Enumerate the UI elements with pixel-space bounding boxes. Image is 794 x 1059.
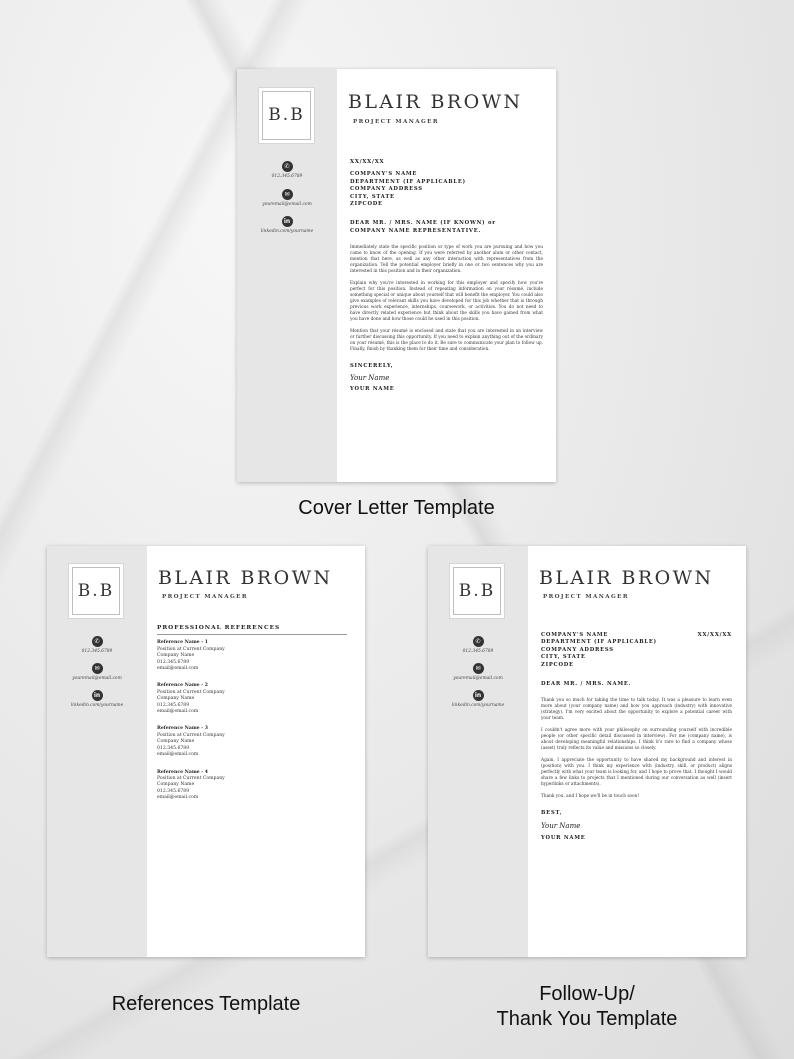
followup-contact-email [428,655,528,681]
cover-your-name: YOUR NAME [350,385,395,392]
cover-content [350,159,543,393]
recipient-line: COMPANY ADDRESS [541,646,614,653]
linkedin-icon: in [92,690,103,701]
followup-monogram [449,563,505,619]
reference-phone: 012.345.6789 [157,659,190,665]
references-candidate-name: BLAIR BROWN [158,567,333,589]
cover-email-text: youremail@email.com [262,202,312,207]
references-email-text: youremail@email.com [72,676,122,681]
followup-phone-text: 012.345.6789 [462,649,494,654]
recipient-line: DEPARTMENT (IF APPLICABLE) [350,178,466,185]
recipient-line: ZIPCODE [350,201,383,208]
cover-paragraph: Explain why you're interested in working for this employer and specify how you're perfect for this position. Instead of repeating information on your résumé, include something special or unique about yourself that will benefit the employer. You could also give examples of relevant skills you have developed for this job whether that is through previous work experience, internships, coursework, or activities. You do not need to have directly related experience but think about the skills you have gained from what you have done and how those could be used in this position. [350,281,543,323]
followup-signature: Your Name [541,821,581,830]
followup-document [428,546,746,957]
references-sidebar [47,546,147,957]
reference-item [157,640,347,672]
reference-name: Reference Name - 4 [157,769,208,775]
followup-paragraph: I couldn't agree more with your philosophy on surrounding yourself with incredible people (or other specific detail discussed in interview). For me (company name), is about developing meaningful relationships. I think it's rare to find a company whose (asset) truly reflects its value and missions so closely. [541,728,732,752]
recipient-line: COMPANY ADDRESS [350,186,423,193]
reference-email: email@email.com [157,795,199,801]
followup-your-name: YOUR NAME [541,834,586,841]
phone-icon: ✆ [92,636,103,647]
followup-candidate-name: BLAIR BROWN [539,567,714,589]
references-heading: PROFESSIONAL REFERENCES [157,625,281,631]
linkedin-icon: in [473,690,484,701]
references-contact-email [47,655,147,681]
cover-date: XX/XX/XX [350,159,385,165]
email-icon: ✉ [473,663,484,674]
reference-company: Company Name [157,696,195,702]
reference-position: Position at Current Company [157,689,225,695]
reference-email: email@email.com [157,709,199,715]
linkedin-icon: in [282,216,293,227]
recipient-line: CITY, STATE [541,654,586,661]
cover-monogram [258,87,315,144]
recipient-line: COMPANY'S NAME [541,632,609,638]
recipient-line: ZIPCODE [541,661,574,668]
followup-closing: BEST, [541,810,563,817]
cover-contact-phone [237,153,337,179]
references-linkedin-text: linkedin.com/yourname [70,703,124,708]
followup-content [541,632,732,842]
reference-position: Position at Current Company [157,732,225,738]
reference-company: Company Name [157,782,195,788]
cover-phone-text: 012.345.6789 [271,174,303,179]
followup-paragraph: Thank you so much for taking the time to talk today. It was a pleasure to learn even more about (your company name) and how you approach (industry) with innovative (strategy). I'm very excited about the opportunity to explore a potential career with your team. [541,698,732,722]
followup-header-row [541,632,732,669]
references-candidate-role: PROJECT MANAGER [162,594,248,600]
followup-sidebar [428,546,528,957]
recipient-line: CITY, STATE [350,193,395,200]
reference-email: email@email.com [157,752,199,758]
reference-email: email@email.com [157,666,199,672]
reference-item [157,770,347,802]
references-contact-phone [47,628,147,654]
followup-contact-phone [428,628,528,654]
references-contact-linkedin [47,682,147,708]
recipient-line: COMPANY'S NAME [350,171,418,178]
cover-candidate-role: PROJECT MANAGER [353,119,439,125]
reference-company: Company Name [157,739,195,745]
followup-date: XX/XX/XX [697,632,732,638]
cover-closing: SINCERELY, [350,363,394,370]
followup-contact-linkedin [428,682,528,708]
references-document [47,546,365,957]
salutation-line: DEAR MR. / MRS. NAME (IF KNOWN) or [350,220,496,227]
cover-letter-document [237,69,556,482]
caption-followup-line2: Thank You Template [496,1008,678,1030]
phone-icon: ✆ [282,161,293,172]
reference-position: Position at Current Company [157,646,225,652]
followup-salutation: DEAR MR. / MRS. NAME. [541,681,632,688]
reference-position: Position at Current Company [157,775,225,781]
reference-company: Company Name [157,653,195,659]
cover-candidate-name: BLAIR BROWN [348,91,523,113]
reference-name: Reference Name - 2 [157,683,208,689]
reference-item [157,683,347,715]
reference-phone: 012.345.6789 [157,702,190,708]
cover-signature: Your Name [350,373,390,382]
reference-name: Reference Name - 3 [157,726,208,732]
caption-followup-line1: Follow-Up/ [539,983,635,1005]
followup-candidate-role: PROJECT MANAGER [543,594,629,600]
followup-linkedin-text: linkedin.com/yourname [451,703,505,708]
followup-email-text: youremail@email.com [453,676,503,681]
cover-sidebar [237,69,337,482]
email-icon: ✉ [282,189,293,200]
references-phone-text: 012.345.6789 [81,649,113,654]
cover-recipient [350,171,543,208]
caption-references: References Template [111,993,301,1015]
reference-phone: 012.345.6789 [157,788,190,794]
phone-icon: ✆ [473,636,484,647]
cover-linkedin-text: linkedin.com/yourname [260,229,314,234]
followup-paragraph: Thank you, and I hope we'll be in touch soon! [541,794,640,800]
references-heading-rule [157,634,347,635]
followup-monogram-initials: B.B [453,567,501,615]
cover-salutation [350,220,543,235]
references-monogram [68,563,124,619]
caption-cover: Cover Letter Template [298,497,495,519]
reference-name: Reference Name - 1 [157,640,208,646]
references-monogram-initials: B.B [72,567,120,615]
cover-paragraph: Immediately state the specific position or type of work you are pursuing and how you came to know of the opening. If you were referred by another alum or other contact, mention that here, as well as any other interaction with representatives from the organization. Tell the potential employer briefly in one or two sentences why you are interested in this position and in their organization. [350,245,543,275]
references-content [157,625,347,802]
reference-phone: 012.345.6789 [157,745,190,751]
reference-item [157,726,347,758]
cover-monogram-initials: B.B [262,91,311,140]
cover-contact-email [237,181,337,207]
cover-paragraph: Mention that your résumé is enclosed and state that you are interested in an interview or further discussing this opportunity. If you need to explain anything out of the ordinary on your résumé, this is the place to do it. Be sure to communicate your plan to follow up. Finally, finish by thanking them for their time and consideration. [350,329,543,353]
salutation-line: COMPANY NAME REPRESENTATIVE. [350,227,482,234]
cover-contact-linkedin [237,208,337,234]
email-icon: ✉ [92,663,103,674]
recipient-line: DEPARTMENT (IF APPLICABLE) [541,639,657,646]
followup-paragraph: Again, I appreciate the opportunity to have shared my background and interest in (position) with you. I think my experience with (industry, skill, or product) aligns perfectly with what your team is looking for, and I hope to prove that. I thought I would share a few links to projects that I mentioned during our conversation as well (insert hyperlinks or attachments). [541,758,732,788]
